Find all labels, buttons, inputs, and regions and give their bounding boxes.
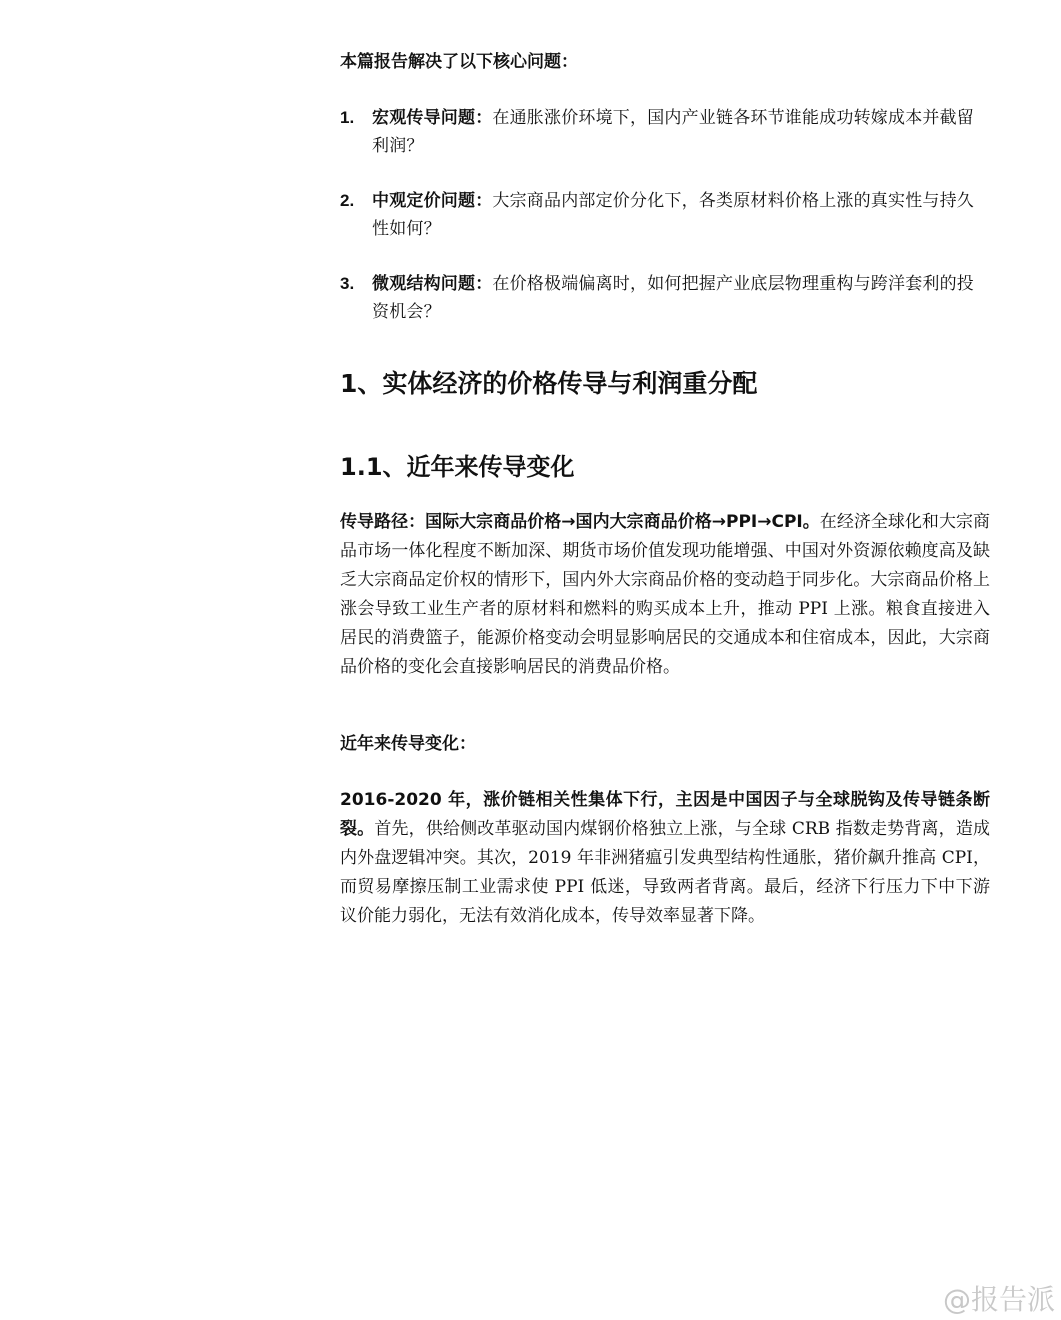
question-item-2 [340, 187, 990, 243]
question-number: 2. [340, 191, 355, 210]
question-title: 宏观传导问题： [372, 108, 493, 128]
paragraph-lead: 传导路径：国际大宗商品价格→国内大宗商品价格→PPI→CPI。 [340, 512, 820, 532]
question-body: 在通胀涨价环境下，国内产业链各环节谁能成功转嫁成本并截留利润？ [372, 108, 975, 156]
section-1-1-heading: 1.1、近年来传导变化 [340, 453, 575, 481]
question-item-1 [340, 104, 990, 160]
question-body: 在价格极端偏离时，如何把握产业底层物理重构与跨洋套利的投资机会？ [372, 274, 975, 322]
intro-heading: 本篇报告解决了以下核心问题： [340, 52, 578, 72]
question-item-3 [340, 270, 990, 326]
question-text [372, 104, 990, 160]
question-title: 微观结构问题： [372, 274, 493, 294]
question-title: 中观定价问题： [372, 191, 493, 211]
question-text [372, 187, 990, 243]
question-text [372, 270, 990, 326]
paragraph-lead: 2016-2020 年，涨价链相关性集体下行，主因是中国因子与全球脱钩及传导链条断裂。 [340, 790, 990, 839]
paragraph-recent-changes [340, 786, 990, 931]
watermark: @报告派 [942, 1283, 1055, 1316]
section-1-heading: 1、实体经济的价格传导与利润重分配 [340, 369, 758, 398]
question-number: 1. [340, 108, 355, 127]
question-number: 3. [340, 274, 355, 293]
paragraph-transmission-path [340, 508, 990, 682]
paragraph-body: 首先，供给侧改革驱动国内煤钢价格独立上涨，与全球 CRB 指数走势背离，造成内外盘逻辑冲突。其次，2019 年非洲猪瘟引发典型结构性通胀，猪价飙升推高 CPI，而贸易摩擦压制工业需求使 PPI 低迷，导致两者背离。最后，经济下行压力下中下游议价能力弱化，无法有效消化成本，传导效率显著下降。 [340, 819, 990, 926]
paragraph-body: 在经济全球化和大宗商品市场一体化程度不断加深、期货市场价值发现功能增强、中国对外资源依赖度高及缺乏大宗商品定价权的情形下，国内外大宗商品价格的变动趋于同步化。大宗商品价格上涨会导致工业生产者的原材料和燃料的购买成本上升，推动 PPI 上涨。粮食直接进入居民的消费篮子，能源价格变动会明显影响居民的交通成本和住宿成本，因此，大宗商品价格的变化会直接影响居民的消费品价格。 [340, 512, 991, 677]
subsection-label: 近年来传导变化： [340, 734, 476, 754]
question-body: 大宗商品内部定价分化下，各类原材料价格上涨的真实性与持久性如何？ [372, 191, 975, 239]
